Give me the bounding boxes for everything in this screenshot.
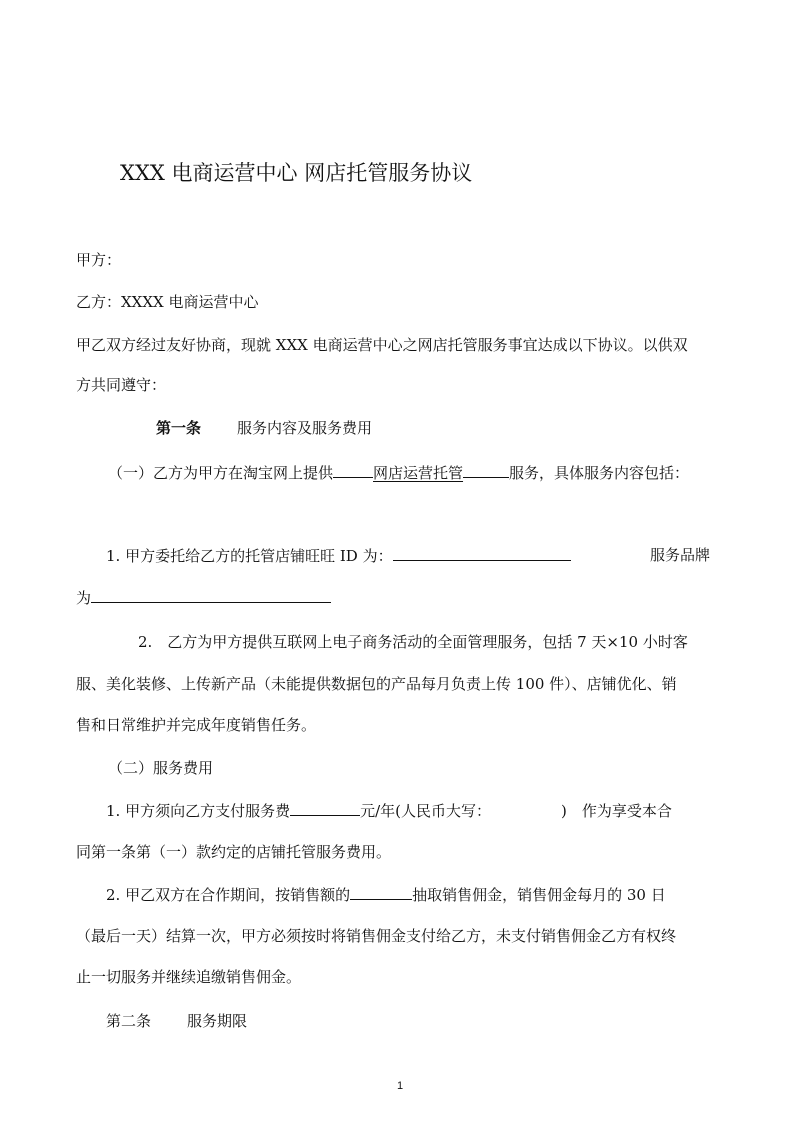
fee-1-prefix: 1. 甲方须向乙方支付服务费 [106,802,291,820]
section-1-blank-left [333,462,373,478]
page-number: 1 [396,1080,404,1092]
article-2-title: 服务期限 [187,1012,248,1030]
section-1-suffix: 服务，具体服务内容包括： [509,464,690,482]
document-title: XXX 电商运营中心 网店托管服务协议 [120,161,473,185]
item-2-line-3: 售和日常维护并完成年度销售任务。 [76,716,317,734]
section-1-line [108,462,689,483]
section-1-prefix: （一）乙方为甲方在淘宝网上提供 [108,464,334,482]
item-1-text: 1. 甲方委托给乙方的托管店铺旺旺 ID 为： [106,547,393,565]
item-1-brand-label: 服务品牌 [650,546,711,564]
fee-2-line-2: （最后一天）结算一次，甲方必须按时将销售佣金支付给乙方，未支付销售佣金乙方有权终 [76,927,677,945]
article-1-heading [156,418,372,438]
section-1-filled-value: 网店运营托管 [373,464,464,482]
fee-2-line-3: 止一切服务并继续追缴销售佣金。 [76,968,302,986]
commission-rate-blank [350,884,412,900]
item-1-line [106,545,571,566]
intro-line-2: 方共同遵守： [76,376,167,394]
fee-2-prefix: 2. 甲乙双方在合作期间，按销售额的 [106,886,351,904]
fee-1-suffix: ) 作为享受本合 [561,802,672,820]
item-1-brand-cont: 为 [76,589,92,607]
party-b-line: 乙方：XXXX 电商运营中心 [76,293,259,311]
section-1-blank-right [463,462,509,478]
party-a-line: 甲方： [76,251,122,269]
fee-amount-blank [290,800,360,816]
fee-1-line-2: 同第一条第（一）款约定的店铺托管服务费用。 [76,843,392,861]
section-2-heading: （二）服务费用 [108,759,214,777]
item-2-line-1: 2. 乙方为甲方提供互联网上电子商务活动的全面管理服务，包括 7 天×10 小时客 [138,633,688,651]
article-2-heading [106,1011,247,1031]
brand-blank [91,587,331,603]
fee-2-suffix: 抽取销售佣金，销售佣金每月的 30 日 [412,886,666,904]
item-1-brand-line [76,587,331,608]
article-1-number: 第一条 [156,419,202,437]
fee-1-unit: 元/年(人民币大写： [360,802,492,820]
wangwang-id-blank [393,545,571,561]
fee-1-line-1 [106,800,672,821]
fee-2-line-1 [106,884,666,905]
intro-line-1: 甲乙双方经过友好协商，现就 XXX 电商运营中心之网店托管服务事宜达成以下协议。以供双 [76,336,688,354]
article-2-number: 第二条 [106,1012,152,1030]
item-2-line-2: 服、美化装修、上传新产品（未能提供数据包的产品每月负责上传 100 件）、店铺优化、销 [76,675,677,693]
article-1-title: 服务内容及服务费用 [237,419,373,437]
